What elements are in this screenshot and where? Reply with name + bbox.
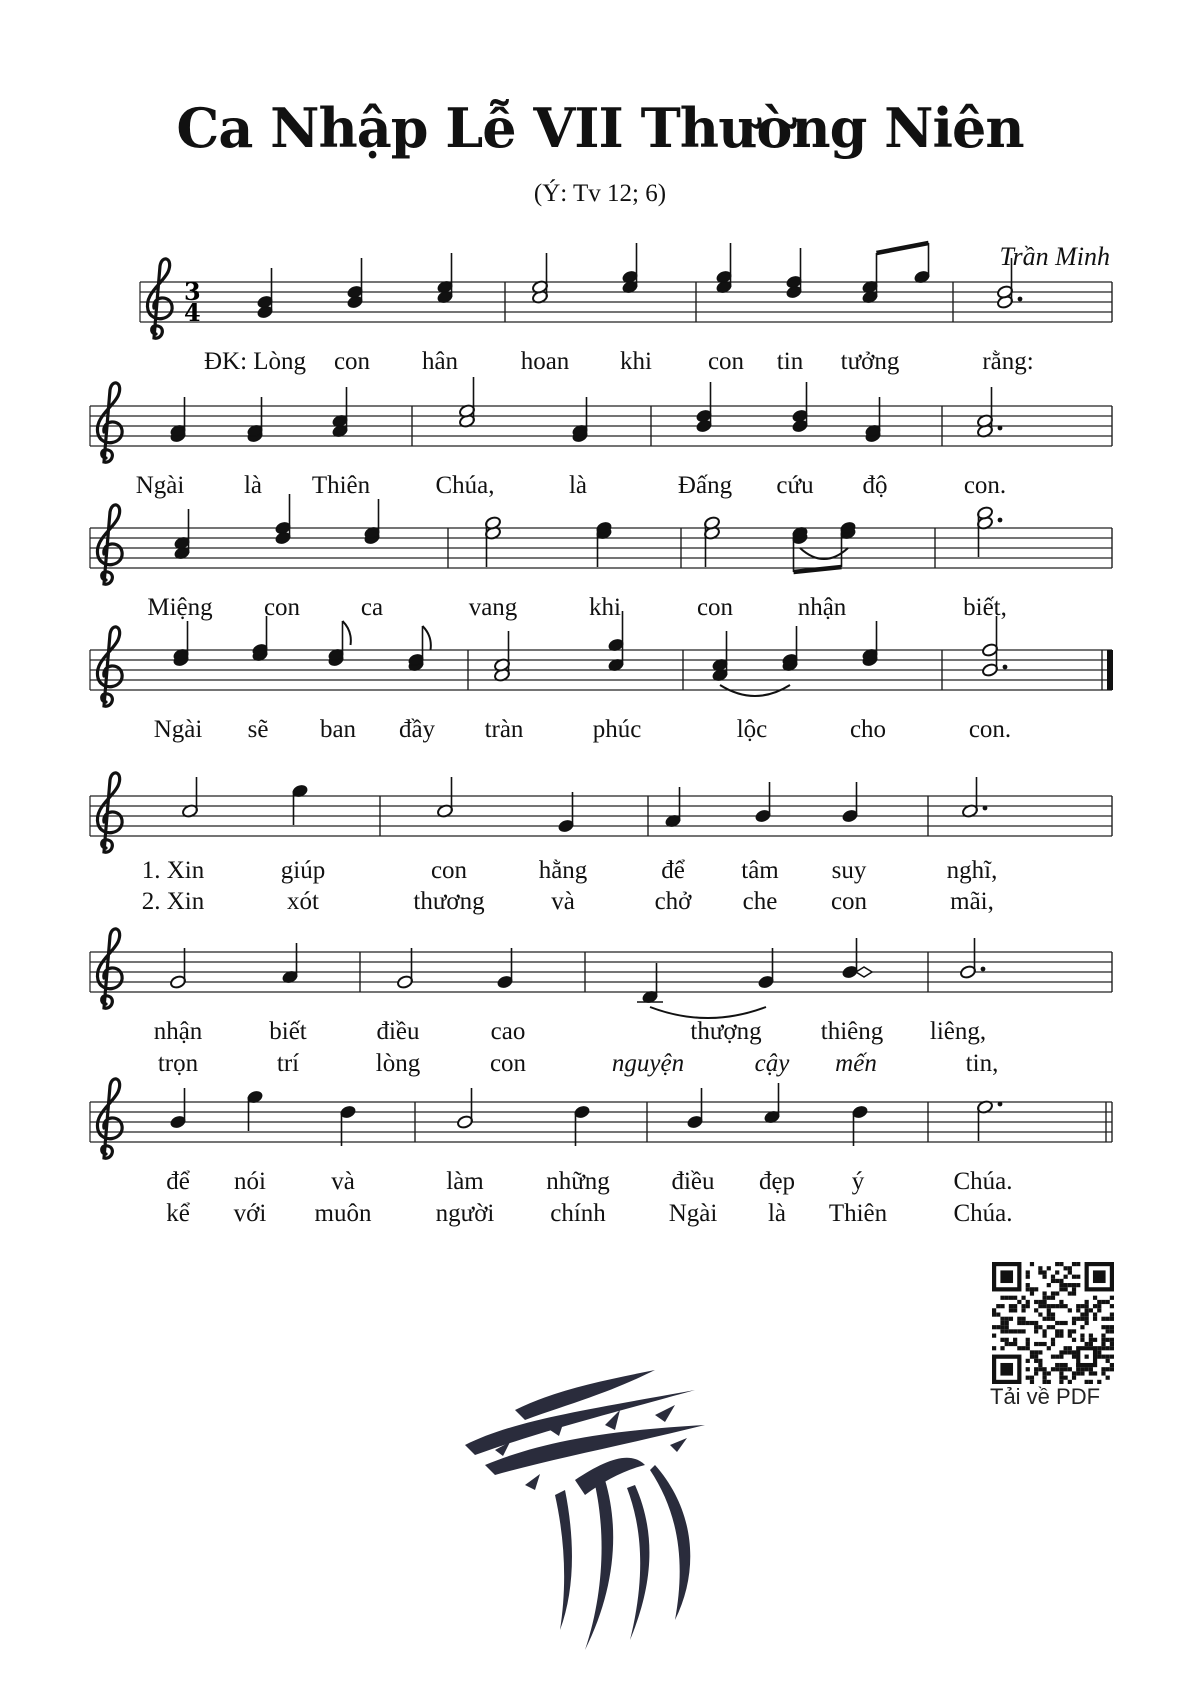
note <box>169 948 186 989</box>
note <box>181 777 198 818</box>
note <box>839 521 856 567</box>
time-signature-bottom: 4 <box>184 298 201 327</box>
treble-clef <box>97 773 122 852</box>
note <box>396 948 413 989</box>
note <box>913 243 930 284</box>
lyric-syllable: nhận <box>797 594 847 621</box>
note <box>436 253 453 304</box>
staff-system <box>0 776 1200 946</box>
staff <box>0 386 1200 486</box>
note <box>246 397 263 443</box>
lyric-syllable: cứu <box>776 472 814 499</box>
time-signature-top: 3 <box>184 277 201 306</box>
lyric-syllable: suy <box>831 857 867 884</box>
lyric-syllable: muôn <box>314 1200 372 1227</box>
lyric-syllable: che <box>742 888 778 915</box>
qr-caption[interactable]: Tải về PDF <box>990 1384 1101 1409</box>
lyric-syllable: con <box>830 888 868 915</box>
lyric-syllable: biết, <box>963 594 1007 621</box>
lyric-syllable: con <box>263 594 301 621</box>
lyric-syllable: Thiên <box>311 472 371 499</box>
lyric-syllable: tâm <box>741 857 779 884</box>
lyric-syllable: Miệng <box>147 594 213 621</box>
note <box>664 787 681 828</box>
staff-system <box>0 932 1200 1102</box>
song-subtitle: (Ý: Tv 12; 6) <box>533 180 667 207</box>
note <box>407 626 430 672</box>
lyric-syllable: khi <box>620 348 652 375</box>
lyric-syllable: 1. Xin <box>141 857 205 884</box>
lyric-syllable: thiêng <box>820 1018 884 1045</box>
lyric-syllable: là <box>243 472 263 499</box>
note <box>637 963 663 1004</box>
lyric-syllable: rằng: <box>982 348 1034 375</box>
note <box>785 248 802 299</box>
lyric-syllable: tin <box>776 348 804 375</box>
staff-system <box>0 1082 1200 1252</box>
lyric-syllable: hân <box>421 348 459 375</box>
lyric-syllable: Đấng <box>677 472 733 499</box>
note <box>169 1088 186 1129</box>
lyric-syllable: nhận <box>153 1018 203 1045</box>
lyric-syllable: liêng, <box>929 1018 987 1045</box>
note <box>436 777 453 818</box>
staff <box>0 262 1200 362</box>
lyric-syllable: con <box>489 1050 527 1077</box>
note <box>456 1088 473 1129</box>
staff <box>0 630 1200 730</box>
note <box>754 782 771 823</box>
lyric-syllable: là <box>767 1200 787 1227</box>
lyric-syllable: cao <box>490 1018 526 1045</box>
note <box>861 253 878 304</box>
note <box>291 784 308 825</box>
lyric-syllable: là <box>568 472 588 499</box>
lyric-syllable: đầy <box>398 716 436 743</box>
lyric-syllable: mến <box>835 1050 877 1077</box>
lyric-syllable: Chúa, <box>435 472 495 499</box>
lyric-syllable: con. <box>963 472 1007 499</box>
lyric-syllable: và <box>551 888 575 915</box>
note <box>703 516 720 567</box>
lyric-syllable: Ngài <box>668 1200 718 1227</box>
lyric-syllable: để <box>166 1168 190 1195</box>
lyric-syllable: nghĩ, <box>946 857 998 884</box>
note <box>331 387 348 438</box>
lyric-syllable: những <box>546 1168 610 1195</box>
lyric-syllable: 2. Xin <box>141 888 205 915</box>
note <box>695 382 712 433</box>
lyric-syllable: cậy <box>754 1050 790 1077</box>
note <box>531 253 548 304</box>
note <box>686 1088 703 1129</box>
lyric-syllable: nói <box>234 1168 266 1195</box>
note <box>763 1083 780 1124</box>
note <box>851 1105 868 1146</box>
note <box>715 243 732 294</box>
note <box>169 397 186 443</box>
composer-name: Trần Minh <box>999 242 1110 271</box>
lyric-syllable: nguyện <box>611 1050 685 1077</box>
beam <box>877 243 929 253</box>
lyric-syllable: ĐK: Lòng <box>203 348 307 375</box>
lyric-syllable: Ngài <box>135 472 185 499</box>
note <box>621 243 638 294</box>
lyric-syllable: trọn <box>157 1050 199 1077</box>
lyric-syllable: con <box>333 348 371 375</box>
slur <box>650 1007 766 1018</box>
treble-clef <box>97 1079 122 1158</box>
note <box>711 631 728 682</box>
lyric-syllable: thượng <box>690 1018 762 1045</box>
lyric-syllable: lòng <box>375 1050 421 1077</box>
lyric-syllable: cho <box>849 716 887 743</box>
lyric-syllable: trí <box>276 1050 300 1077</box>
note <box>173 509 190 560</box>
lyric-syllable: chở <box>654 888 692 915</box>
lyric-syllable: để <box>661 857 685 884</box>
final-barline <box>1107 650 1113 690</box>
lyric-syllable: đẹp <box>758 1168 796 1195</box>
lyric-syllable: Chúa. <box>953 1200 1013 1227</box>
crown-of-thorns-logo <box>455 1370 725 1660</box>
note <box>246 1090 263 1131</box>
treble-clef <box>97 929 122 1008</box>
note <box>976 387 1002 438</box>
lyric-syllable: ca <box>360 594 384 621</box>
treble-clef <box>147 259 172 338</box>
staff <box>0 932 1200 1032</box>
note <box>595 521 612 567</box>
note <box>959 938 985 979</box>
treble-clef <box>97 383 122 462</box>
note <box>976 1100 1002 1141</box>
note <box>484 516 501 567</box>
lyric-syllable: vang <box>468 594 518 621</box>
note <box>346 258 363 309</box>
lyric-syllable: phúc <box>592 716 642 743</box>
lyric-syllable: con <box>707 348 745 375</box>
note <box>757 948 774 989</box>
lyric-syllable: ý <box>851 1168 865 1195</box>
lyric-syllable: xót <box>287 888 319 915</box>
treble-clef <box>97 505 122 584</box>
note <box>781 626 798 672</box>
lyric-syllable: hằng <box>538 857 588 884</box>
lyric-syllable: con <box>696 594 734 621</box>
lyric-syllable: độ <box>862 472 888 499</box>
treble-clef <box>97 627 122 706</box>
lyric-syllable: Chúa. <box>953 1168 1013 1195</box>
lyric-syllable: chính <box>550 1200 606 1227</box>
note <box>281 943 298 984</box>
note <box>571 397 588 443</box>
lyric-syllable: thương <box>413 888 485 915</box>
note <box>493 631 510 682</box>
qr-code[interactable] <box>992 1262 1114 1384</box>
lyric-syllable: khi <box>589 594 621 621</box>
lyric-syllable: điều <box>376 1018 420 1045</box>
lyric-syllable: giúp <box>280 857 326 884</box>
lyric-syllable: tưởng <box>840 348 900 375</box>
lyric-syllable: tin, <box>965 1050 999 1077</box>
note <box>557 792 574 833</box>
lyric-syllable: lộc <box>736 716 768 743</box>
staff <box>0 508 1200 608</box>
lyric-syllable: người <box>435 1200 495 1227</box>
note <box>573 1105 590 1146</box>
lyric-syllable: mãi, <box>950 888 994 915</box>
note <box>864 397 881 443</box>
lyric-syllable: kể <box>166 1200 190 1227</box>
lyric-syllable: với <box>233 1200 267 1227</box>
staff <box>0 1082 1200 1182</box>
lyric-syllable: và <box>331 1168 355 1195</box>
staff-system <box>0 630 1200 800</box>
lyric-syllable: hoan <box>520 348 570 375</box>
lyric-syllable: Thiên <box>828 1200 888 1227</box>
lyric-syllable: Ngài <box>153 716 203 743</box>
note <box>496 948 513 989</box>
lyric-syllable: biết <box>269 1018 307 1045</box>
lyric-syllable: điều <box>671 1168 715 1195</box>
note <box>961 777 987 818</box>
note <box>976 506 1002 557</box>
note <box>791 382 808 433</box>
lyric-syllable: con <box>430 857 468 884</box>
note <box>256 268 273 319</box>
lyric-syllable: ban <box>319 716 357 743</box>
lyric-syllable: sẽ <box>247 716 269 743</box>
lyric-syllable: tràn <box>484 716 524 743</box>
note <box>339 1105 356 1146</box>
song-title: Ca Nhập Lễ VII Thường Niên <box>176 96 1024 160</box>
note <box>841 782 858 823</box>
lyric-syllable: làm <box>446 1168 484 1195</box>
note <box>841 938 872 979</box>
lyric-syllable: con. <box>968 716 1012 743</box>
